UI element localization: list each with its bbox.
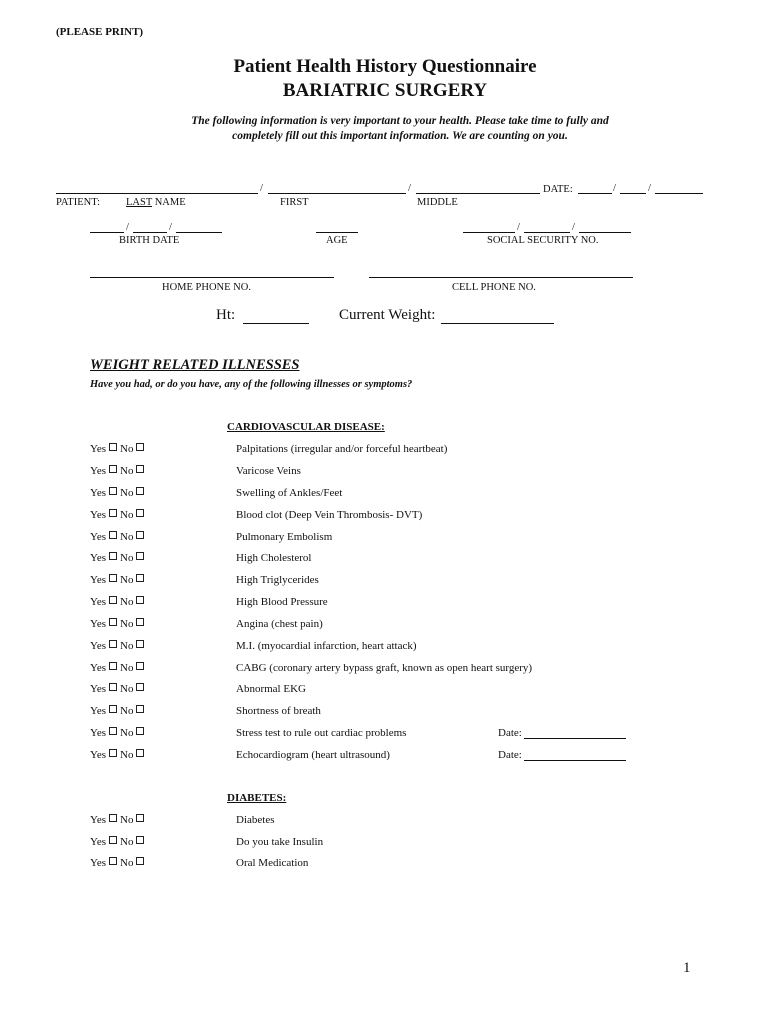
slash: / <box>408 183 411 194</box>
stress-test-date-label: Date: <box>498 727 522 739</box>
yes-checkbox[interactable] <box>109 749 117 757</box>
yes-checkbox[interactable] <box>109 857 117 865</box>
cardio-row <box>0 552 770 570</box>
no-label: No <box>120 727 134 739</box>
cardio-row <box>0 465 770 483</box>
no-label: No <box>120 509 134 521</box>
cardio-row <box>0 531 770 549</box>
diabetes-item-label: Oral Medication <box>236 857 309 869</box>
stress-test-date-field[interactable] <box>524 738 626 739</box>
no-checkbox[interactable] <box>136 662 144 670</box>
ssn-part-1-field[interactable] <box>463 232 515 233</box>
cardio-item-label: High Blood Pressure <box>236 596 328 608</box>
cardio-row <box>0 705 770 723</box>
cardio-item-label: Angina (chest pain) <box>236 618 323 630</box>
date-label: DATE: <box>543 184 573 195</box>
last-word: LAST <box>126 197 153 208</box>
ssn-part-2-field[interactable] <box>524 232 570 233</box>
no-checkbox[interactable] <box>136 749 144 757</box>
yes-label: Yes <box>90 509 107 521</box>
diabetes-row <box>0 814 770 832</box>
yes-checkbox[interactable] <box>109 574 117 582</box>
cardio-heading: CARDIOVASCULAR DISEASE: <box>227 421 385 433</box>
illness-question: Have you had, or do you have, any of the following illnesses or symptoms? <box>90 379 413 390</box>
diabetes-row <box>0 857 770 875</box>
cardio-item-label: Swelling of Ankles/Feet <box>236 487 343 499</box>
yes-label: Yes <box>90 552 107 564</box>
last-name-field[interactable] <box>56 193 258 194</box>
yes-no-group <box>90 727 147 739</box>
yes-label: Yes <box>90 443 107 455</box>
cardio-row <box>0 596 770 614</box>
yes-checkbox[interactable] <box>109 814 117 822</box>
cell-phone-label: CELL PHONE NO. <box>452 282 536 293</box>
yes-label: Yes <box>90 465 107 477</box>
no-checkbox[interactable] <box>136 531 144 539</box>
no-checkbox[interactable] <box>136 487 144 495</box>
first-name-label: FIRST <box>280 197 309 208</box>
yes-no-group <box>90 640 147 652</box>
cardio-item-label: Pulmonary Embolism <box>236 531 333 543</box>
cardio-item-label: High Cholesterol <box>236 552 312 564</box>
no-label: No <box>120 814 134 826</box>
yes-checkbox[interactable] <box>109 509 117 517</box>
birth-year-field[interactable] <box>176 232 222 233</box>
yes-checkbox[interactable] <box>109 596 117 604</box>
no-checkbox[interactable] <box>136 443 144 451</box>
cardio-item-label: Blood clot (Deep Vein Thrombosis- DVT) <box>236 509 423 521</box>
yes-no-group <box>90 509 147 521</box>
yes-no-group <box>90 683 147 695</box>
current-weight-field[interactable] <box>441 323 554 324</box>
no-label: No <box>120 836 134 848</box>
yes-checkbox[interactable] <box>109 727 117 735</box>
cardio-row <box>0 509 770 527</box>
yes-checkbox[interactable] <box>109 618 117 626</box>
slash: / <box>613 183 616 194</box>
yes-no-group <box>90 618 147 630</box>
cardio-item-label: Stress test to rule out cardiac problems <box>236 727 407 739</box>
no-label: No <box>120 749 134 761</box>
yes-checkbox[interactable] <box>109 705 117 713</box>
yes-checkbox[interactable] <box>109 836 117 844</box>
yes-no-group <box>90 705 147 717</box>
no-label: No <box>120 596 134 608</box>
no-label: No <box>120 487 134 499</box>
yes-checkbox[interactable] <box>109 465 117 473</box>
yes-no-group <box>90 836 147 848</box>
weight-illnesses-heading: WEIGHT RELATED ILLNESSES <box>90 357 300 373</box>
yes-checkbox[interactable] <box>109 552 117 560</box>
yes-label: Yes <box>90 487 107 499</box>
form-subtitle: BARIATRIC SURGERY <box>282 80 488 101</box>
birth-month-field[interactable] <box>90 232 124 233</box>
no-checkbox[interactable] <box>136 509 144 517</box>
yes-label: Yes <box>90 683 107 695</box>
no-checkbox[interactable] <box>136 814 144 822</box>
yes-label: Yes <box>90 814 107 826</box>
slash: / <box>648 183 651 194</box>
no-checkbox[interactable] <box>136 640 144 648</box>
slash: / <box>126 222 129 233</box>
no-checkbox[interactable] <box>136 596 144 604</box>
no-checkbox[interactable] <box>136 857 144 865</box>
yes-checkbox[interactable] <box>109 683 117 691</box>
cardio-row <box>0 683 770 701</box>
yes-label: Yes <box>90 640 107 652</box>
home-phone-label: HOME PHONE NO. <box>162 282 251 293</box>
no-label: No <box>120 683 134 695</box>
no-label: No <box>120 443 134 455</box>
yes-checkbox[interactable] <box>109 640 117 648</box>
cardio-item-label: M.I. (myocardial infarction, heart attack) <box>236 640 417 652</box>
date-month-field[interactable] <box>578 193 612 194</box>
yes-label: Yes <box>90 662 107 674</box>
no-label: No <box>120 705 134 717</box>
no-label: No <box>120 640 134 652</box>
age-field[interactable] <box>316 232 358 233</box>
slash: / <box>169 222 172 233</box>
yes-no-group <box>90 662 147 674</box>
ssn-label: SOCIAL SECURITY NO. <box>487 235 599 246</box>
yes-no-group <box>90 443 147 455</box>
yes-label: Yes <box>90 596 107 608</box>
yes-label: Yes <box>90 574 107 586</box>
cardio-row <box>0 574 770 592</box>
yes-label: Yes <box>90 836 107 848</box>
yes-no-group <box>90 814 147 826</box>
cardio-item-label: Palpitations (irregular and/or forceful heartbeat) <box>236 443 448 455</box>
no-checkbox[interactable] <box>136 552 144 560</box>
no-checkbox[interactable] <box>136 836 144 844</box>
cardio-item-label: Varicose Veins <box>236 465 301 477</box>
no-checkbox[interactable] <box>136 727 144 735</box>
first-name-field[interactable] <box>268 193 406 194</box>
yes-checkbox[interactable] <box>109 531 117 539</box>
no-checkbox[interactable] <box>136 683 144 691</box>
echocardiogram-date-field[interactable] <box>524 760 626 761</box>
intro-line-2: completely fill out this important information. We are counting on you. <box>232 130 568 142</box>
echocardiogram-date-label: Date: <box>498 749 522 761</box>
slash: / <box>572 222 575 233</box>
home-phone-field[interactable] <box>90 277 334 278</box>
age-label: AGE <box>326 235 348 246</box>
yes-label: Yes <box>90 749 107 761</box>
yes-no-group <box>90 531 147 543</box>
slash: / <box>260 183 263 194</box>
yes-no-group <box>90 749 147 761</box>
patient-label: PATIENT: <box>56 197 101 208</box>
birth-day-field[interactable] <box>133 232 167 233</box>
current-weight-label: Current Weight: <box>339 307 436 323</box>
yes-no-group <box>90 465 147 477</box>
yes-label: Yes <box>90 618 107 630</box>
please-print-note: (PLEASE PRINT) <box>56 26 144 38</box>
no-label: No <box>120 531 134 543</box>
no-label: No <box>120 465 134 477</box>
cell-phone-field[interactable] <box>369 277 633 278</box>
no-checkbox[interactable] <box>136 705 144 713</box>
cardio-row <box>0 618 770 636</box>
yes-no-group <box>90 487 147 499</box>
diabetes-heading: DIABETES: <box>227 792 287 804</box>
yes-no-group <box>90 552 147 564</box>
no-label: No <box>120 618 134 630</box>
cardio-item-label: CABG (coronary artery bypass graft, known as open heart surgery) <box>236 662 533 674</box>
no-checkbox[interactable] <box>136 574 144 582</box>
cardio-row <box>0 443 770 461</box>
yes-label: Yes <box>90 705 107 717</box>
yes-label: Yes <box>90 727 107 739</box>
no-label: No <box>120 574 134 586</box>
yes-label: Yes <box>90 857 107 869</box>
ssn-part-3-field[interactable] <box>579 232 631 233</box>
last-name-label <box>126 197 186 208</box>
slash: / <box>517 222 520 233</box>
form-title: Patient Health History Questionnaire <box>233 56 537 77</box>
height-field[interactable] <box>243 323 309 324</box>
name-word: NAME <box>154 197 186 208</box>
cardio-item-label: Abnormal EKG <box>236 683 306 695</box>
date-day-field[interactable] <box>620 193 646 194</box>
diabetes-item-label: Do you take Insulin <box>236 836 324 848</box>
no-label: No <box>120 662 134 674</box>
page-number: 1 <box>683 960 691 976</box>
no-label: No <box>120 552 134 564</box>
birth-date-label: BIRTH DATE <box>119 235 180 246</box>
yes-label: Yes <box>90 531 107 543</box>
date-year-field[interactable] <box>655 193 703 194</box>
intro-line-1: The following information is very important to your health. Please take time to fully and <box>191 115 609 127</box>
cardio-row <box>0 487 770 505</box>
height-label: Ht: <box>216 307 236 323</box>
cardio-row <box>0 662 770 680</box>
yes-no-group <box>90 857 147 869</box>
no-label: No <box>120 857 134 869</box>
yes-checkbox[interactable] <box>109 662 117 670</box>
yes-checkbox[interactable] <box>109 487 117 495</box>
no-checkbox[interactable] <box>136 618 144 626</box>
cardio-row <box>0 749 770 767</box>
cardio-item-label: High Triglycerides <box>236 574 319 586</box>
middle-name-label: MIDDLE <box>417 197 458 208</box>
diabetes-item-label: Diabetes <box>236 814 275 826</box>
cardio-item-label: Shortness of breath <box>236 705 321 717</box>
middle-name-field[interactable] <box>416 193 540 194</box>
no-checkbox[interactable] <box>136 465 144 473</box>
yes-no-group <box>90 574 147 586</box>
cardio-row <box>0 727 770 745</box>
diabetes-row <box>0 836 770 854</box>
cardio-row <box>0 640 770 658</box>
yes-no-group <box>90 596 147 608</box>
cardio-item-label: Echocardiogram (heart ultrasound) <box>236 749 390 761</box>
yes-checkbox[interactable] <box>109 443 117 451</box>
